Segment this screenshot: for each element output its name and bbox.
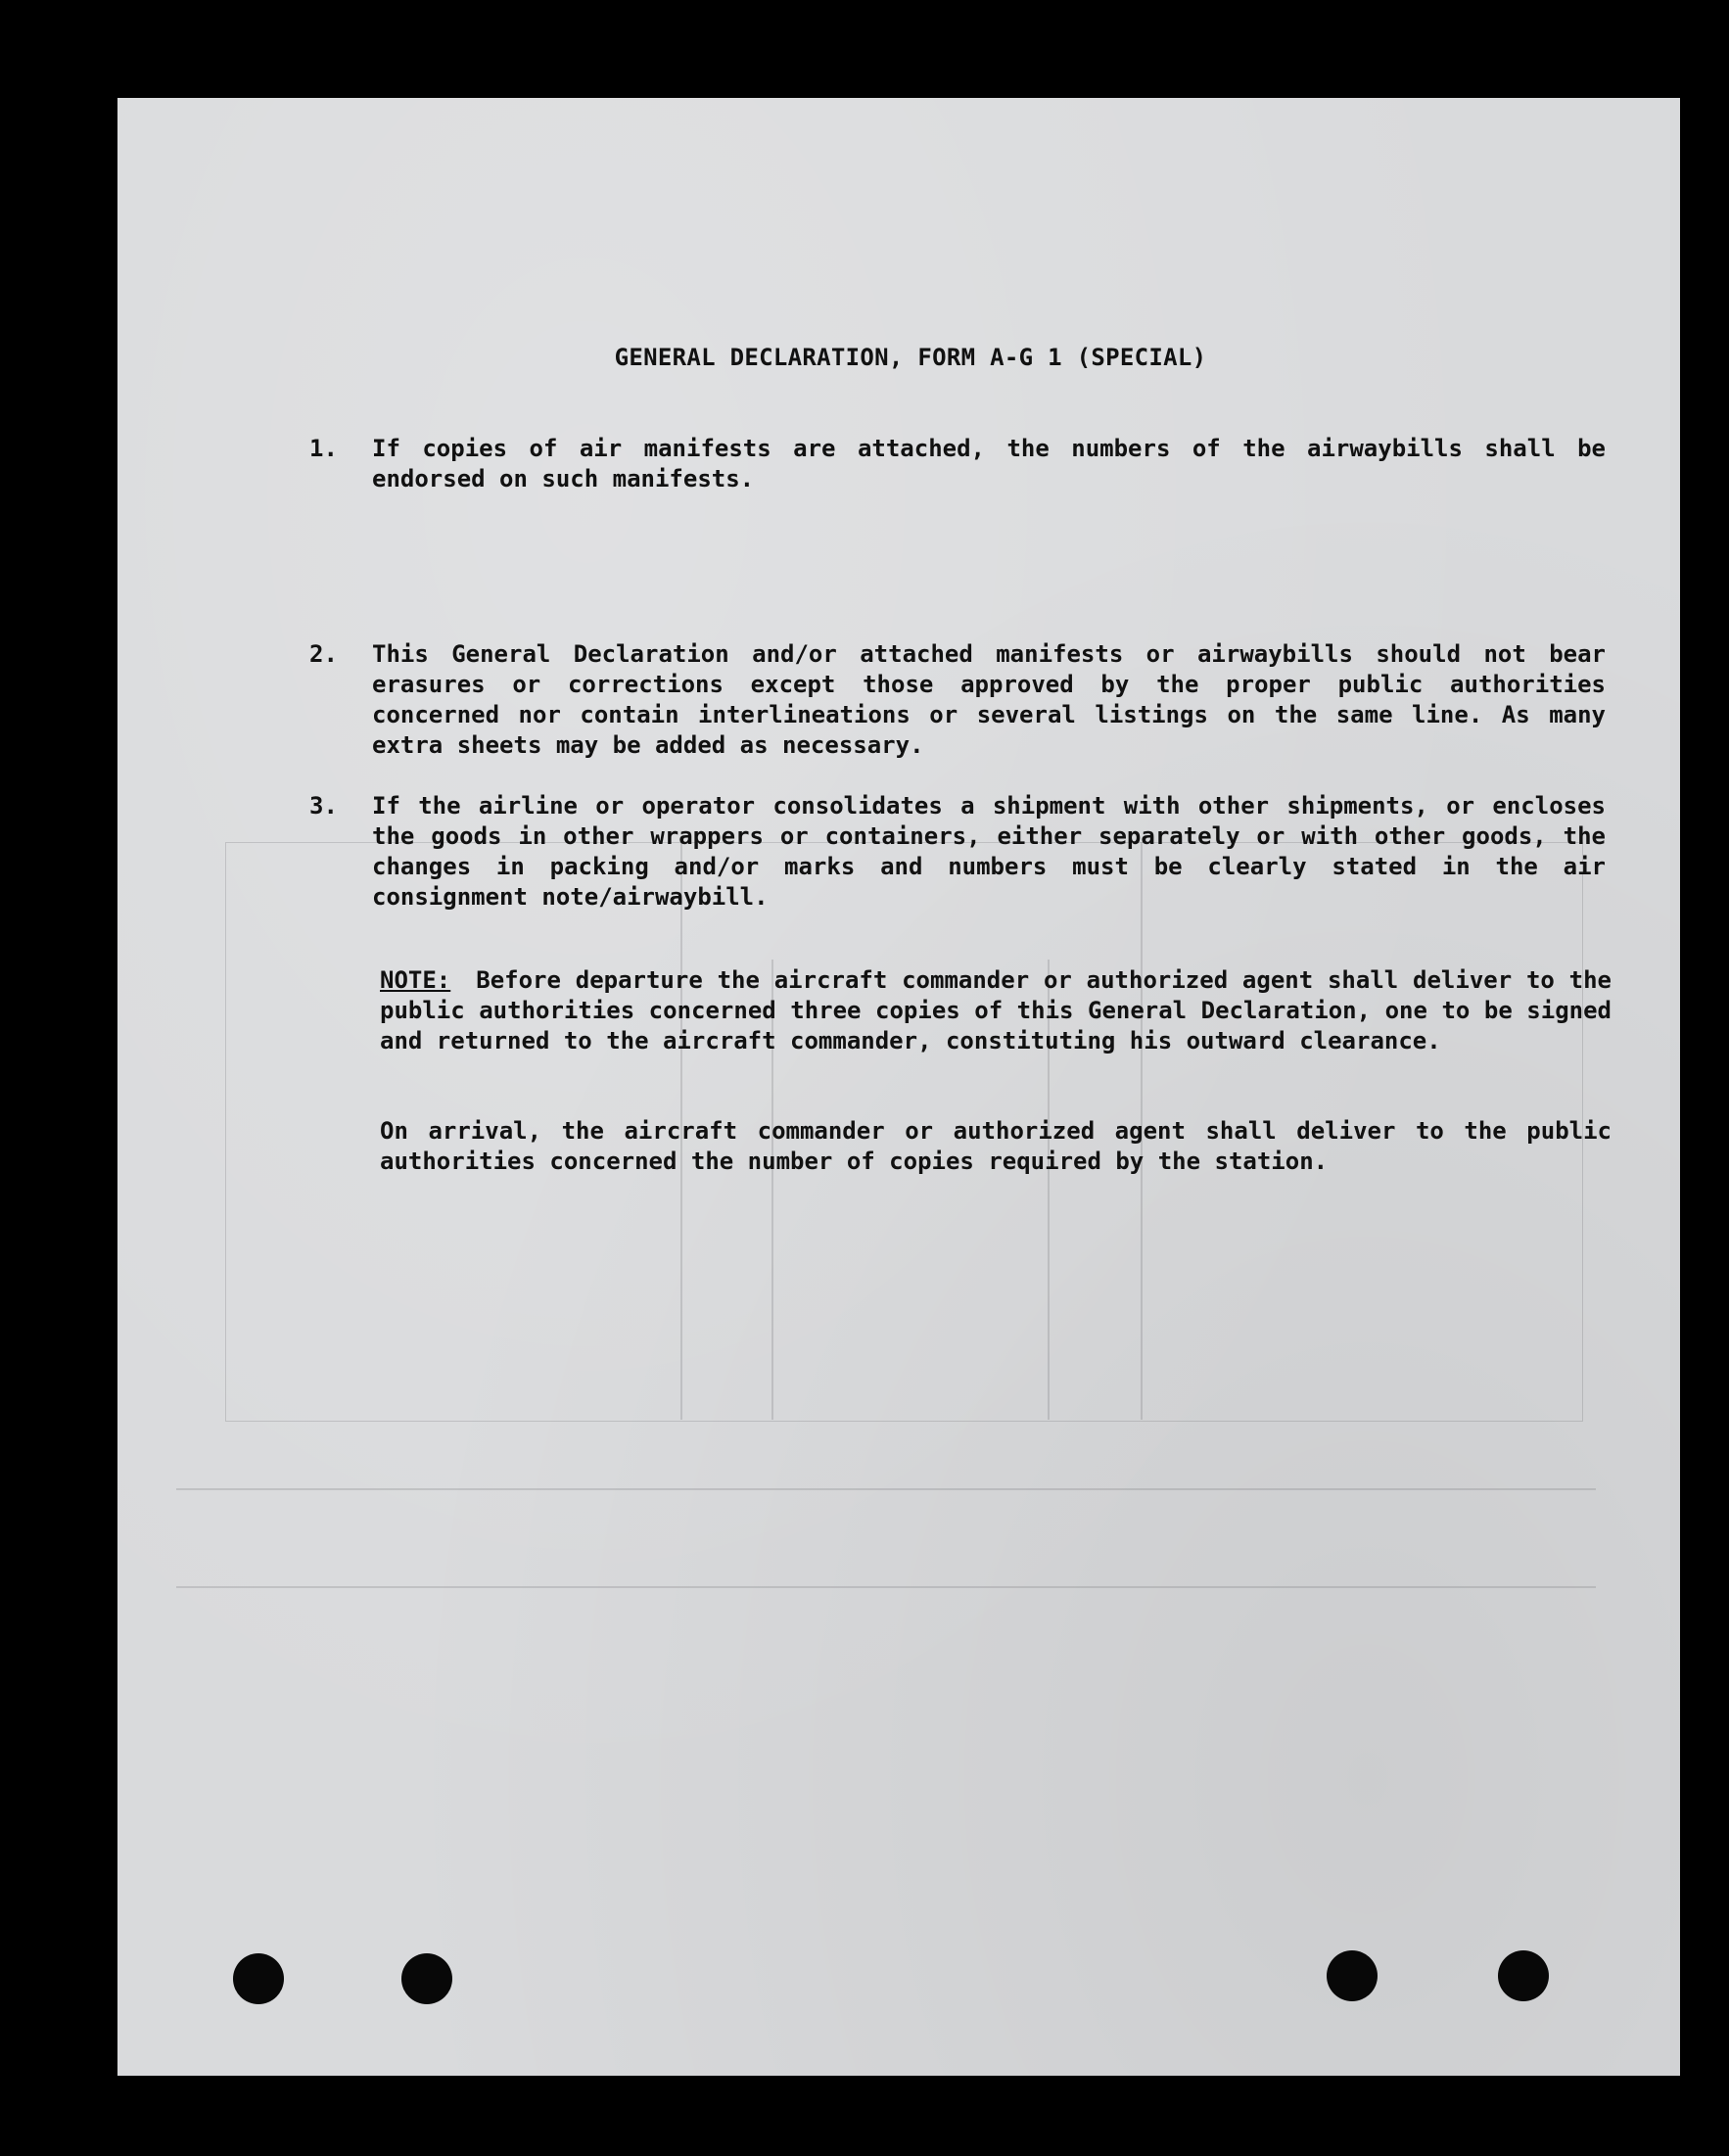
item-text: If the airline or operator consolidates a shipment with other shipments, or encloses the goods in other wrappers or containers, either separately or with other goods, the changes in packing and/or marks and numbers must be clearly stated in the air consignment note/airwaybill. [372,792,1606,911]
instruction-item [309,434,1606,494]
punch-hole [1327,1950,1378,2001]
instruction-item [309,791,1606,913]
note-paragraph [380,965,1612,1056]
note-text: Before departure the aircraft commander or authorized agent shall deliver to the public authorities concerned three copies of this General Declaration, one to be signed and returned to the aircraft commander, constituting his outward clearance. [380,966,1612,1055]
item-text: If copies of air manifests are attached, the numbers of the airwaybills shall be endorsed on such manifests. [372,435,1606,492]
bleed-through-line [176,1488,1596,1490]
punch-hole [401,1953,452,2004]
item-number: 2. [309,640,338,668]
punch-hole [1498,1950,1549,2001]
item-number: 3. [309,792,338,820]
document-page [117,98,1680,2076]
punch-hole [233,1953,284,2004]
arrival-paragraph: On arrival, the aircraft commander or authorized agent shall deliver to the public authorities concerned the number of copies required by the station. [380,1117,1612,1175]
page-title: GENERAL DECLARATION, FORM A-G 1 (SPECIAL) [614,344,1207,371]
instruction-item [309,639,1606,761]
bleed-through-line [176,1586,1596,1588]
item-text: This General Declaration and/or attached manifests or airwaybills should not bear erasures or corrections except those approved by the proper public authorities concerned nor contain interlineations or several listings on the same line. As many extra sheets may be added as necessary. [372,640,1606,759]
note-heading: NOTE: [380,966,451,994]
item-number: 1. [309,435,338,462]
